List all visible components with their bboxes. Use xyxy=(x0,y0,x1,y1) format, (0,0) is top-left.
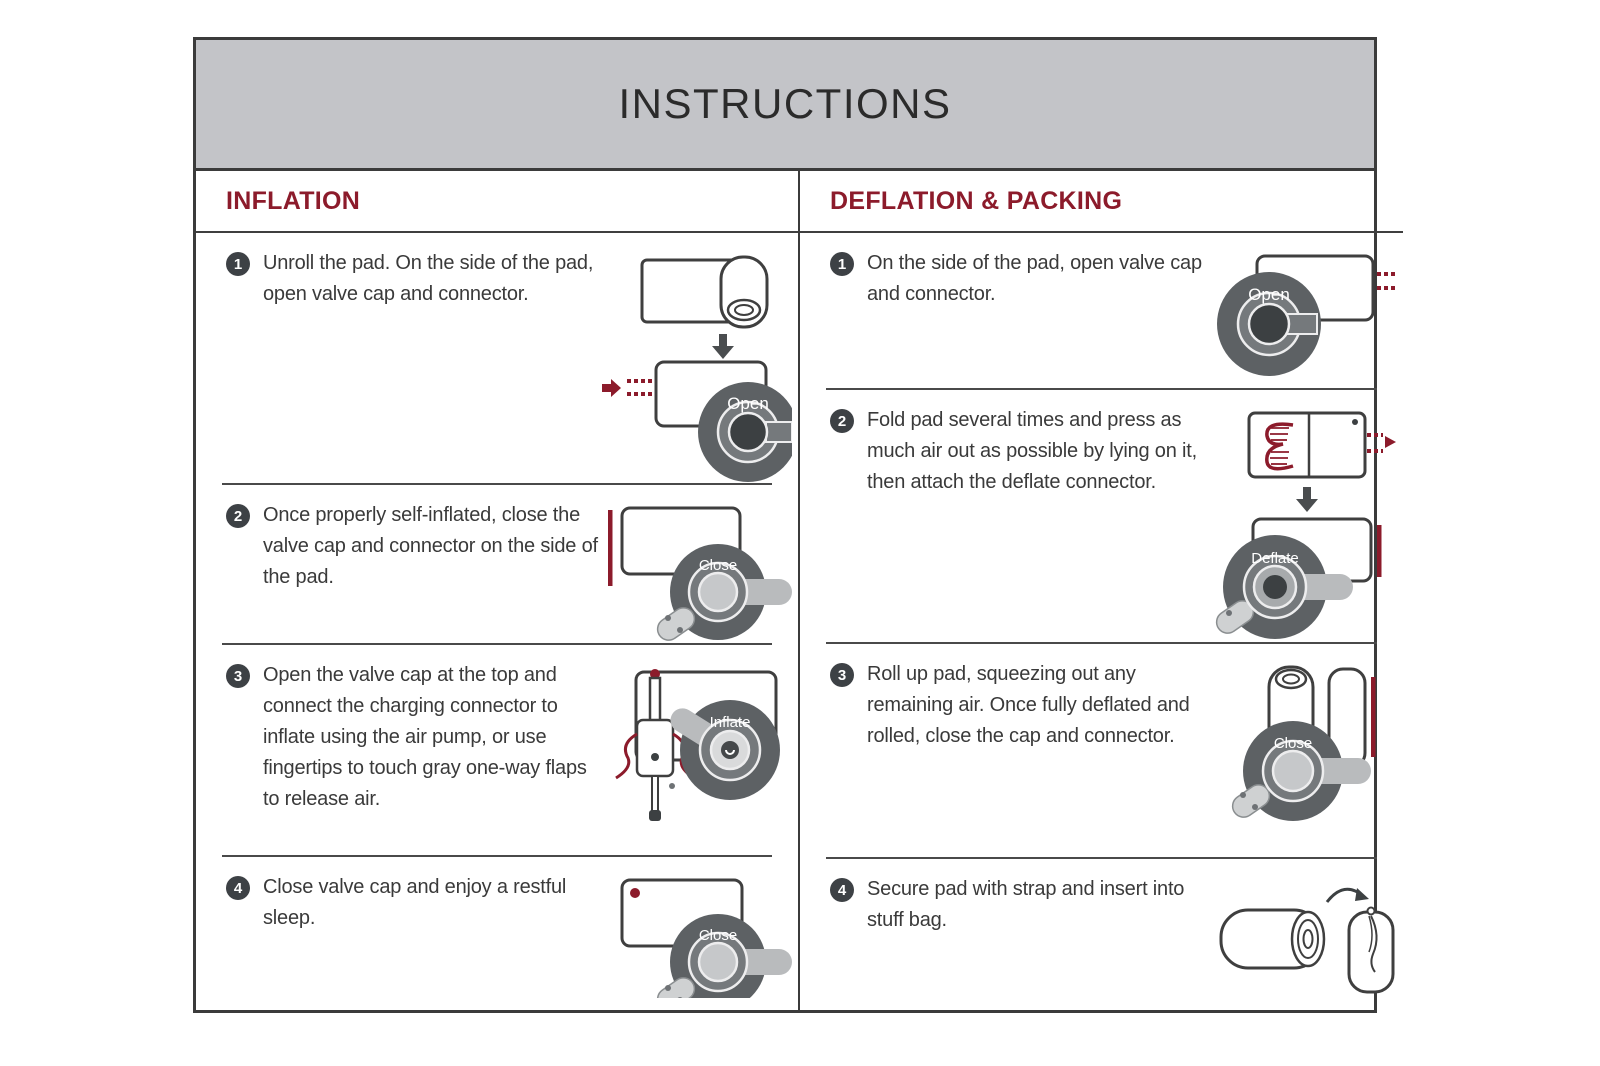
valve-label: Open xyxy=(727,394,769,413)
pad-roll-icon xyxy=(642,257,767,327)
step-number-badge: 4 xyxy=(226,876,250,900)
deflation-step-3 xyxy=(800,644,1403,857)
close-sleep-illustration xyxy=(606,872,792,998)
step-number-badge: 2 xyxy=(830,409,854,433)
folded-pad-icon xyxy=(1249,413,1365,477)
step-number-badge: 4 xyxy=(830,878,854,902)
open-valve-illustration xyxy=(1207,248,1397,388)
valve-open-icon xyxy=(1217,272,1321,376)
inflation-step-3 xyxy=(196,645,798,855)
deflation-step-2 xyxy=(800,390,1403,642)
page-title: INSTRUCTIONS xyxy=(618,80,952,127)
step-text: Secure pad with strap and insert into stuff bag. xyxy=(867,878,1185,931)
valve-label: Open xyxy=(1248,285,1290,304)
fold-deflate-illustration xyxy=(1207,405,1397,641)
deflation-heading: DEFLATION & PACKING xyxy=(830,186,1123,215)
valve-label: Deflate xyxy=(1251,550,1299,567)
rolled-pad-icon xyxy=(1221,910,1324,968)
stuff-bag-icon xyxy=(1349,908,1393,993)
deflation-step-4 xyxy=(800,859,1403,997)
step-text: Open the valve cap at the top and connect the charging connector to inflate using the air pump, or use fingertips to touch gray one-way flaps to release air. xyxy=(263,664,587,810)
close-valve-illustration xyxy=(606,500,792,643)
pump-inflate-illustration xyxy=(606,660,792,832)
red-dot xyxy=(630,888,640,898)
red-marker-line xyxy=(1371,677,1376,757)
one-way-flap-left xyxy=(616,734,637,778)
unroll-open-illustration xyxy=(600,248,792,483)
inflation-heading: INFLATION xyxy=(226,186,361,215)
red-marker-line xyxy=(608,510,613,586)
down-arrow-icon xyxy=(1296,487,1318,512)
step-number-badge: 1 xyxy=(830,252,854,276)
inflation-step-4 xyxy=(196,857,798,998)
step-text: Roll up pad, squeezing out any remaining air. Once fully deflated and rolled, close the cap and connector. xyxy=(867,663,1190,747)
down-arrow-icon xyxy=(712,334,734,359)
step-text: Close valve cap and enjoy a restful sleep. xyxy=(263,876,567,929)
airflow-out-icon xyxy=(1367,435,1396,451)
deflation-step-1 xyxy=(800,233,1403,388)
valve-label: Close xyxy=(698,927,738,944)
airflow-out-icon xyxy=(1377,274,1397,288)
airflow-in-icon xyxy=(602,379,652,397)
valve-label: Close xyxy=(1273,735,1313,752)
step-text: Once properly self-inflated, close the valve cap and connector on the side of the pad. xyxy=(263,504,598,588)
inflation-step-1 xyxy=(196,233,798,483)
rollup-close-illustration xyxy=(1211,659,1397,825)
deflation-header xyxy=(800,171,1403,233)
stuff-bag-illustration xyxy=(1211,874,1397,996)
step-number-badge: 1 xyxy=(226,252,250,276)
step-number-badge: 3 xyxy=(226,664,250,688)
step-text: Unroll the pad. On the side of the pad, open valve cap and connector. xyxy=(263,252,594,305)
deflation-column xyxy=(800,171,1403,1010)
card-header xyxy=(196,40,1374,171)
inflation-step-2 xyxy=(196,485,798,643)
step-text: Fold pad several times and press as much air out as possible by lying on it, then attach the deflate connector. xyxy=(867,409,1197,493)
step-number-badge: 2 xyxy=(226,504,250,528)
inflation-column xyxy=(196,171,800,1010)
valve-inflate-icon xyxy=(666,700,780,800)
valve-label: Inflate xyxy=(709,714,751,731)
step-number-badge: 3 xyxy=(830,663,854,687)
step-text: On the side of the pad, open valve cap and connector. xyxy=(867,252,1202,305)
inflation-header xyxy=(196,171,798,233)
curved-arrow-icon xyxy=(1327,888,1369,902)
card-body xyxy=(196,171,1374,1010)
red-marker-line xyxy=(1377,525,1382,577)
valve-label: Close xyxy=(698,557,738,574)
instructions-card xyxy=(193,37,1377,1013)
